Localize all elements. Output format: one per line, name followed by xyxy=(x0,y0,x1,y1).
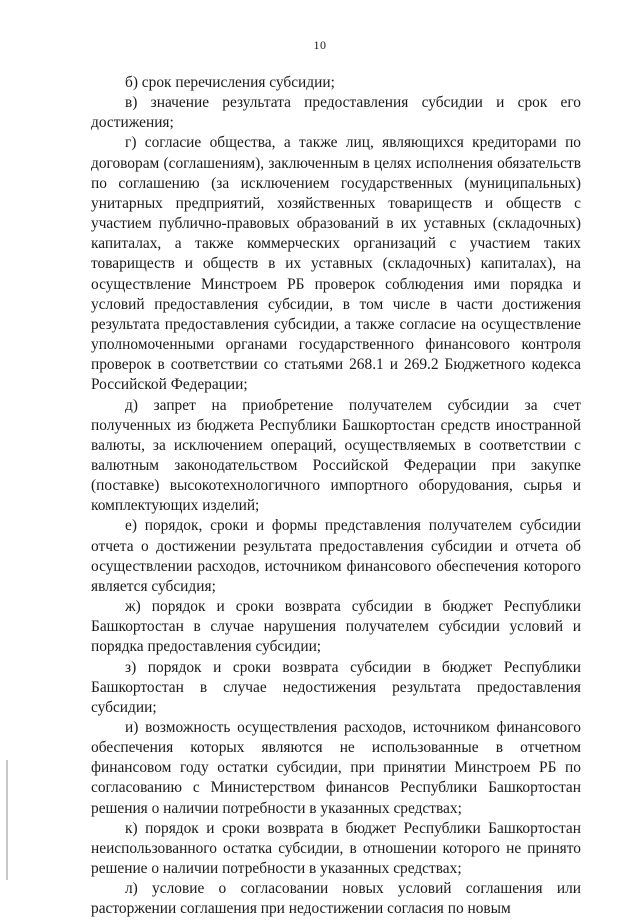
paragraph-b: б) срок перечисления субсидии; xyxy=(125,74,335,91)
paragraph-l: л) условие о согласовании новых условий соглашения или расторжении соглашения при недостижении согласия по новым xyxy=(91,880,581,918)
paragraph-k: к) порядок и сроки возврата в бюджет Республики Башкортостан неиспользованного остатка субсидии, в отношении которого не принято решение о наличии потребности в указанных средствах; xyxy=(91,819,581,878)
paragraph-v: в) значение результата предоставления субсидии и срок его достижения; xyxy=(91,94,581,132)
document-body xyxy=(91,73,581,920)
scan-margin-mark xyxy=(6,760,8,880)
paragraph-i: и) возможность осуществления расходов, источником финансового обеспечения которых являются не использованные в отчетном финансовом году остатки субсидии, при принятии Минстроем РБ по согласованию с Министерством финансов Республики Башкортостан решения о наличии потребности в указанных средствах; xyxy=(91,719,581,817)
paragraph-z: з) порядок и сроки возврата субсидии в бюджет Республики Башкортостан в случае недостижения результата предоставления субсидии; xyxy=(91,658,581,716)
paragraph-g: г) согласие общества, а также лиц, являющихся кредиторами по договорам (соглашениям), заключенным в целях исполнения обязательств по соглашению (за исключением государственных (муниципальных) унитарных предприятий, хозяйственных товариществ и обществ с участием публично-правовых образований в их уставных (складочных) капиталах, а также коммерческих организаций с участием таких товариществ и обществ в их уставных (складочных) капиталах), на осуществление Минстроем РБ проверок соблюдения ими порядка и условий предоставления субсидии, в том числе в части достижения результата предоставления субсидии, а также согласие на осуществление уполномоченными органами государственного финансового контроля проверок в соответствии со статьями 268.1 и 269.2 Бюджетного кодекса Российской Федерации; xyxy=(91,134,581,394)
paragraph-d: д) запрет на приобретение получателем субсидии за счет полученных из бюджета Республики Башкортостан средств иностранной валюты, за исключением операций, осуществляемых в соответствии с валютным законодательством Российской Федерации при закупке (поставке) высокотехнологичного импортного оборудования, сырья и комплектующих изделий; xyxy=(91,396,581,515)
paragraph-zh: ж) порядок и сроки возврата субсидии в бюджет Республики Башкортостан в случае нарушения получателем субсидии условий и порядка предоставления субсидии; xyxy=(91,598,581,656)
page-number: 10 xyxy=(313,38,327,52)
paragraph-e: е) порядок, сроки и формы представления получателем субсидии отчета о достижении результата предоставления субсидии и отчета об осуществлении расходов, источником финансового обеспечения которого является субсидия; xyxy=(91,517,581,595)
